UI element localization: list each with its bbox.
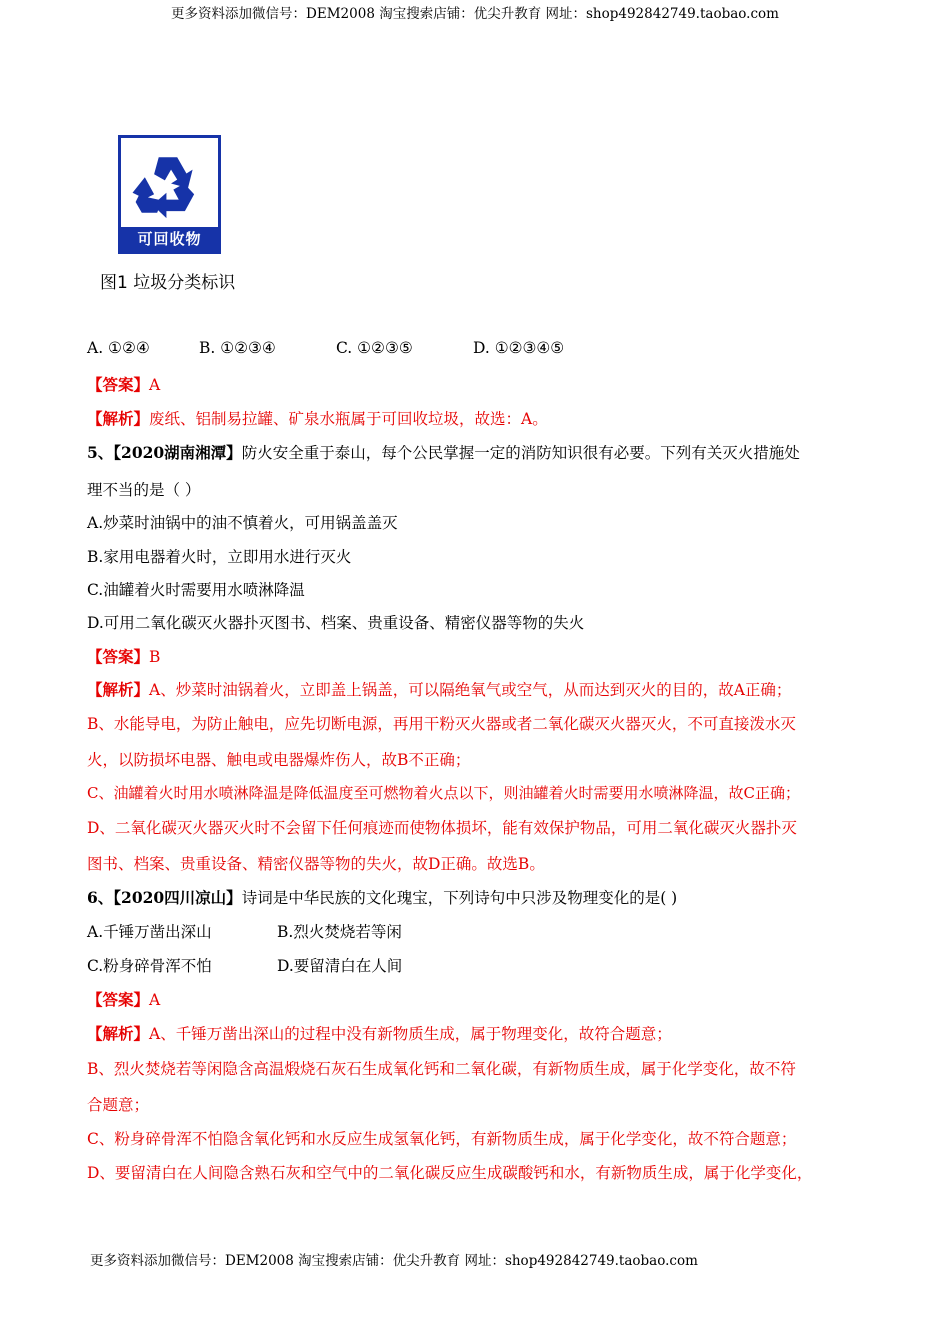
recycle-icon bbox=[131, 146, 208, 224]
q5-analysis-line6: 图书、档案、贵重设备、精密仪器等物的失火，故D正确。故选B。 bbox=[87, 855, 545, 873]
q6-analysis-line3: 合题意； bbox=[87, 1096, 150, 1114]
q4-option-c: C. ①②③⑤ bbox=[336, 339, 413, 357]
q5-answer: 【答案】B bbox=[87, 647, 161, 666]
q6-option-b: B.烈火焚烧若等闲 bbox=[277, 923, 402, 941]
q6-analysis-line4: C、粉身碎骨浑不怕隐含氧化钙和水反应生成氢氧化钙，有新物质生成，属于化学变化，故不符合题意； bbox=[87, 1130, 797, 1148]
q5-analysis-line3: 火，以防损坏电器、触电或电器爆炸伤人，故B不正确； bbox=[87, 751, 471, 769]
figure-caption: 图1 垃圾分类标识 bbox=[100, 273, 236, 293]
q5-stem-line1: 5、【2020湖南湘潭】防火安全重于泰山，每个公民掌握一定的消防知识很有必要。下列有关灭火措施处 bbox=[87, 443, 800, 462]
q5-stem-line2: 理不当的是（ ） bbox=[87, 481, 201, 499]
q6-analysis-line5: D、要留清白在人间隐含熟石灰和空气中的二氧化碳反应生成碳酸钙和水，有新物质生成，属于化学变化， bbox=[87, 1164, 813, 1182]
q4-answer: 【答案】A bbox=[87, 375, 161, 394]
logo-label: 可回收物 bbox=[121, 227, 218, 251]
q6-option-a: A.千锤万凿出深山 bbox=[87, 923, 212, 941]
q5-option-d: D.可用二氧化碳灭火器扑灭图书、档案、贵重设备、精密仪器等物的失火 bbox=[87, 614, 585, 632]
q4-option-a: A. ①②④ bbox=[87, 339, 150, 357]
page-footer: 更多资料添加微信号：DEM2008 淘宝搜索店铺：优尖升教育 网址：shop492842749.taobao.com bbox=[90, 1253, 698, 1269]
q5-option-c: C.油罐着火时需要用水喷淋降温 bbox=[87, 581, 305, 599]
q5-option-a: A.炒菜时油锅中的油不慎着火，可用锅盖盖灭 bbox=[87, 514, 398, 532]
q6-answer: 【答案】A bbox=[87, 990, 161, 1009]
q6-options-row1 bbox=[87, 920, 402, 942]
q6-stem: 6、【2020四川凉山】诗词是中华民族的文化瑰宝，下列诗句中只涉及物理变化的是( ) bbox=[87, 888, 678, 907]
q5-analysis-line4: C、油罐着火时用水喷淋降温是降低温度至可燃物着火点以下，则油罐着火时需要用水喷淋降温，故C正确； bbox=[87, 784, 800, 802]
q6-option-c: C.粉身碎骨浑不怕 bbox=[87, 957, 212, 975]
q4-option-b: B. ①②③④ bbox=[199, 339, 276, 357]
q6-analysis-line2: B、烈火焚烧若等闲隐含高温煅烧石灰石生成氧化钙和二氧化碳，有新物质生成，属于化学变化，故不符 bbox=[87, 1060, 796, 1078]
q5-analysis-line2: B、水能导电，为防止触电，应先切断电源，再用干粉灭火器或者二氧化碳灭火器灭火，不可直接泼水灭 bbox=[87, 715, 796, 733]
recycling-logo bbox=[118, 135, 221, 254]
q5-analysis-line5: D、二氧化碳灭火器灭火时不会留下任何痕迹而使物体损坏，能有效保护物品，可用二氧化碳灭火器扑灭 bbox=[87, 819, 797, 837]
page-header: 更多资料添加微信号：DEM2008 淘宝搜索店铺：优尖升教育 网址：shop492842749.taobao.com bbox=[171, 6, 779, 22]
q4-analysis: 【解析】废纸、铝制易拉罐、矿泉水瓶属于可回收垃圾，故选：A。 bbox=[87, 409, 548, 428]
q4-options bbox=[87, 339, 564, 357]
q6-analysis-line1: 【解析】A、千锤万凿出深山的过程中没有新物质生成，属于物理变化，故符合题意； bbox=[87, 1024, 672, 1043]
q4-option-d: D. ①②③④⑤ bbox=[473, 339, 565, 357]
q6-options-row2 bbox=[87, 954, 402, 976]
q5-analysis-line1: 【解析】A、炒菜时油锅着火，立即盖上锅盖，可以隔绝氧气或空气，从而达到灭火的目的，故A正确； bbox=[87, 680, 792, 699]
q6-option-d: D.要留清白在人间 bbox=[277, 957, 403, 975]
q5-option-b: B.家用电器着火时，立即用水进行灭火 bbox=[87, 548, 352, 566]
